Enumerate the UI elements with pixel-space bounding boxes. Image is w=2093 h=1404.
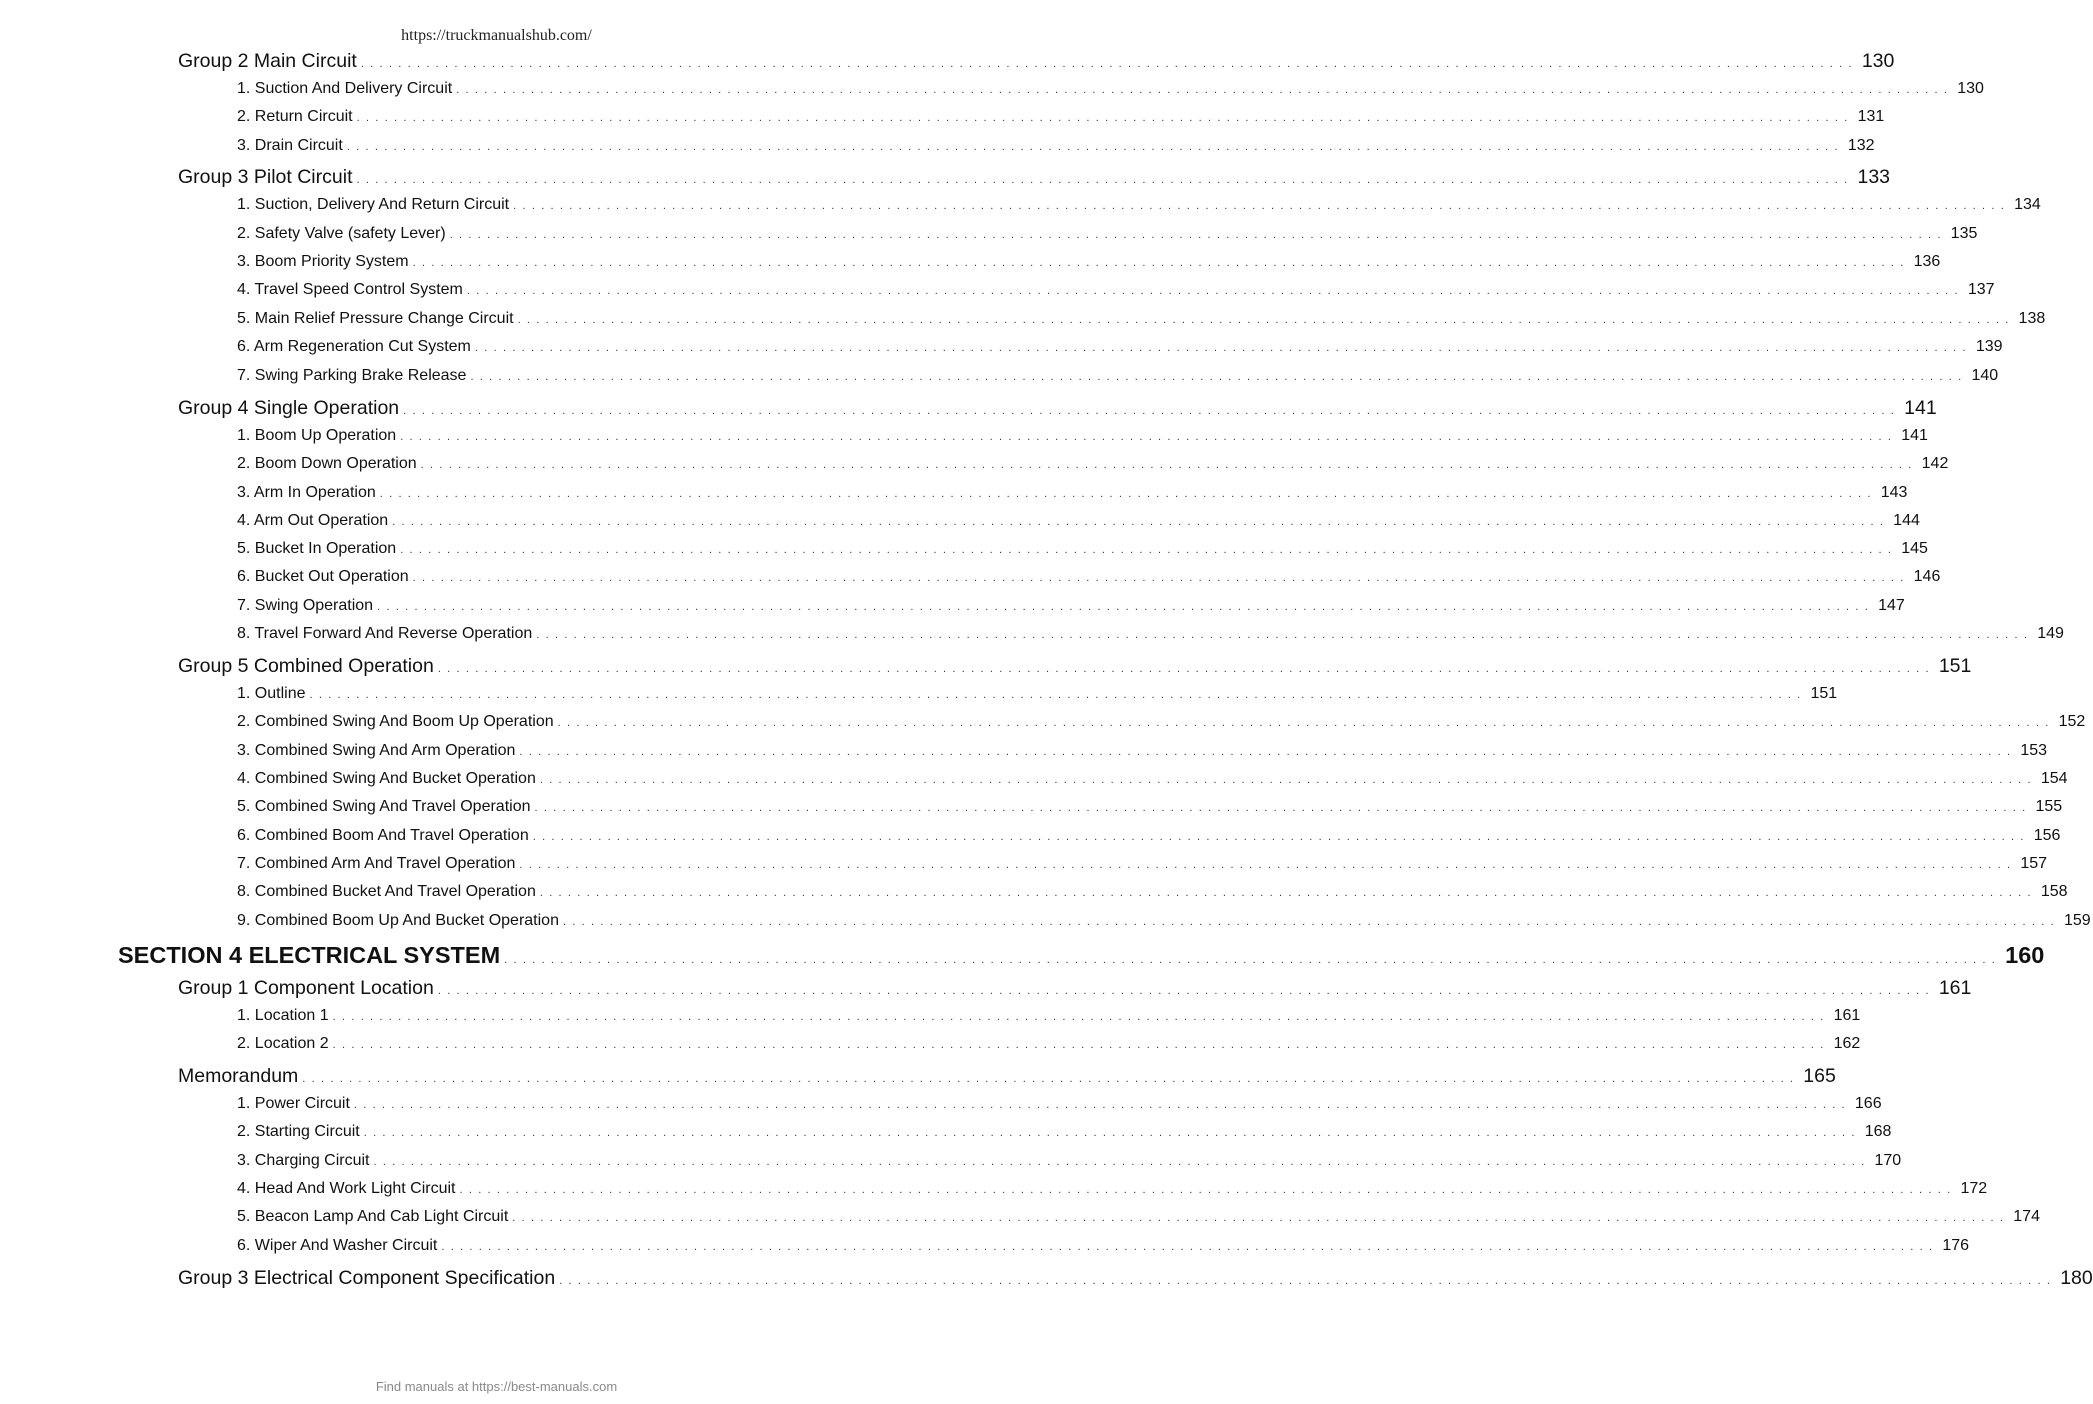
toc-entry-title: 6. Bucket Out Operation bbox=[237, 568, 409, 585]
dot-leader: ................................................................................................................................................................ bbox=[420, 459, 1918, 471]
dot-leader: ................................................................................................................................................................ bbox=[392, 516, 1890, 528]
toc-entry-page-number: 130 bbox=[1861, 50, 1895, 72]
dot-leader: ................................................................................................................................................................ bbox=[437, 663, 1935, 675]
toc-entry-title: 3. Drain Circuit bbox=[237, 137, 343, 154]
toc-entry-title: 6. Combined Boom And Travel Operation bbox=[237, 827, 529, 844]
toc-entry-title: 8. Travel Forward And Reverse Operation bbox=[237, 625, 533, 642]
toc-entry-page-number: 133 bbox=[1857, 166, 1891, 188]
toc-entry-title: 2. Combined Swing And Boom Up Operation bbox=[237, 713, 554, 730]
dot-leader: ................................................................................................................................................................ bbox=[363, 1127, 1861, 1139]
toc-entry-page-number: 165 bbox=[1803, 1065, 1836, 1087]
toc-entry-item[interactable] bbox=[237, 310, 2046, 328]
toc-entry-title: 1. Suction, Delivery And Return Circuit bbox=[237, 196, 510, 213]
toc-entry-item[interactable] bbox=[237, 108, 1885, 126]
toc-entry-item[interactable] bbox=[237, 1095, 1882, 1113]
dot-leader: ................................................................................................................................................................ bbox=[539, 887, 2037, 899]
dot-leader: ................................................................................................................................................................ bbox=[412, 572, 1910, 584]
dot-leader: ................................................................................................................................................................ bbox=[309, 689, 1807, 701]
toc-entry-item[interactable] bbox=[237, 1180, 1988, 1198]
dot-leader: ................................................................................................................................................................ bbox=[459, 1184, 1957, 1196]
dot-leader: ................................................................................................................................................................ bbox=[437, 985, 1935, 997]
toc-entry-page-number: 157 bbox=[2020, 855, 2048, 872]
toc-entry-title: 4. Combined Swing And Bucket Operation bbox=[237, 770, 536, 787]
toc-entry-title: 5. Main Relief Pressure Change Circuit bbox=[237, 310, 514, 327]
toc-entry-title: Group 3 Pilot Circuit bbox=[178, 166, 353, 188]
toc-entry-title: 8. Combined Bucket And Travel Operation bbox=[237, 883, 536, 900]
toc-entry-page-number: 139 bbox=[1975, 338, 2003, 355]
toc-entry-item[interactable] bbox=[237, 484, 1908, 502]
toc-entry-title: 3. Combined Swing And Arm Operation bbox=[237, 742, 516, 759]
toc-entry-page-number: 135 bbox=[1950, 225, 1978, 242]
toc-entry-item[interactable] bbox=[237, 137, 1875, 155]
dot-leader: ................................................................................................................................................................ bbox=[517, 314, 2015, 326]
toc-entry-title: 7. Combined Arm And Travel Operation bbox=[237, 855, 516, 872]
toc-entry-page-number: 162 bbox=[1833, 1035, 1861, 1052]
toc-entry-title: Memorandum bbox=[178, 1065, 299, 1087]
toc-entry-title: 7. Swing Parking Brake Release bbox=[237, 367, 467, 384]
toc-entry-title: SECTION 4 ELECTRICAL SYSTEM bbox=[118, 942, 501, 968]
toc-entry-section[interactable] bbox=[118, 942, 2045, 969]
dot-leader: ................................................................................................................................................................ bbox=[441, 1241, 1939, 1253]
toc-entry-title: 9. Combined Boom Up And Bucket Operation bbox=[237, 912, 559, 929]
toc-entry-item[interactable] bbox=[237, 827, 2061, 845]
dot-leader: ................................................................................................................................................................ bbox=[379, 488, 1877, 500]
toc-entry-page-number: 172 bbox=[1960, 1180, 1988, 1197]
toc-entry-page-number: 170 bbox=[1874, 1152, 1902, 1169]
toc-entry-title: 1. Power Circuit bbox=[237, 1095, 350, 1112]
dot-leader: ................................................................................................................................................................ bbox=[532, 831, 2030, 843]
toc-entry-title: 3. Arm In Operation bbox=[237, 484, 376, 501]
toc-entry-page-number: 168 bbox=[1864, 1123, 1892, 1140]
toc-entry-group[interactable] bbox=[178, 50, 1895, 73]
toc-entry-page-number: 144 bbox=[1893, 512, 1920, 529]
toc-entry-page-number: 134 bbox=[2014, 196, 2041, 213]
toc-entry-title: 2. Boom Down Operation bbox=[237, 455, 417, 472]
toc-entry-item[interactable] bbox=[237, 912, 2091, 930]
toc-entry-page-number: 160 bbox=[2005, 942, 2045, 968]
toc-entry-item[interactable] bbox=[237, 196, 2041, 214]
toc-entry-item[interactable] bbox=[237, 1208, 2040, 1226]
dot-leader: ................................................................................................................................................................ bbox=[504, 954, 2002, 966]
toc-entry-page-number: 151 bbox=[1810, 685, 1838, 702]
toc-entry-title: 2. Safety Valve (safety Lever) bbox=[237, 225, 446, 242]
toc-entry-page-number: 142 bbox=[1921, 455, 1949, 472]
toc-entry-page-number: 131 bbox=[1857, 108, 1885, 125]
toc-entry-page-number: 161 bbox=[1833, 1007, 1861, 1024]
toc-entry-page-number: 146 bbox=[1913, 568, 1941, 585]
toc-entry-page-number: 147 bbox=[1878, 597, 1905, 614]
toc-entry-page-number: 138 bbox=[2018, 310, 2046, 327]
dot-leader: ................................................................................................................................................................ bbox=[470, 371, 1968, 383]
toc-entry-title: 1. Suction And Delivery Circuit bbox=[237, 80, 453, 97]
toc-entry-title: 7. Swing Operation bbox=[237, 597, 374, 614]
dot-leader: ................................................................................................................................................................ bbox=[356, 112, 1854, 124]
toc-entry-page-number: 151 bbox=[1938, 655, 1972, 677]
toc-entry-title: 1. Outline bbox=[237, 685, 306, 702]
toc-entry-page-number: 130 bbox=[1957, 80, 1984, 97]
dot-leader: ................................................................................................................................................................ bbox=[356, 174, 1854, 186]
toc-entry-page-number: 145 bbox=[1901, 540, 1928, 557]
toc-entry-page-number: 141 bbox=[1901, 427, 1928, 444]
dot-leader: ................................................................................................................................................................ bbox=[400, 431, 1898, 443]
toc-entry-item[interactable] bbox=[237, 855, 2048, 873]
toc-entry-item[interactable] bbox=[237, 798, 2063, 816]
toc-entry-item[interactable] bbox=[237, 713, 2086, 731]
toc-entry-page-number: 137 bbox=[1967, 281, 1995, 298]
toc-entry-title: Group 3 Electrical Component Specification bbox=[178, 1267, 556, 1289]
toc-entry-page-number: 176 bbox=[1942, 1237, 1970, 1254]
toc-entry-item[interactable] bbox=[237, 883, 2068, 901]
dot-leader: ................................................................................................................................................................ bbox=[557, 717, 2055, 729]
toc-entry-item[interactable] bbox=[237, 1123, 1892, 1141]
toc-entry-page-number: 155 bbox=[2035, 798, 2063, 815]
toc-entry-title: 4. Travel Speed Control System bbox=[237, 281, 463, 298]
toc-entry-group[interactable] bbox=[178, 655, 1972, 678]
dot-leader: ................................................................................................................................................................ bbox=[536, 629, 2034, 641]
toc-entry-title: 4. Arm Out Operation bbox=[237, 512, 389, 529]
toc-entry-item[interactable] bbox=[237, 338, 2003, 356]
dot-leader: ................................................................................................................................................................ bbox=[360, 58, 1858, 70]
toc-entry-page-number: 140 bbox=[1971, 367, 1999, 384]
toc-entry-title: 1. Location 1 bbox=[237, 1007, 329, 1024]
dot-leader: ................................................................................................................................................................ bbox=[534, 802, 2032, 814]
toc-entry-item[interactable] bbox=[237, 1152, 1902, 1170]
dot-leader: ................................................................................................................................................................ bbox=[302, 1073, 1800, 1085]
header-url: https://truckmanualshub.com/ bbox=[401, 27, 592, 44]
dot-leader: ................................................................................................................................................................ bbox=[377, 601, 1875, 613]
toc-entry-item[interactable] bbox=[237, 1237, 1970, 1255]
dot-leader: ................................................................................................................................................................ bbox=[400, 544, 1898, 556]
toc-entry-page-number: 153 bbox=[2020, 742, 2048, 759]
toc-entry-page-number: 149 bbox=[2037, 625, 2064, 642]
dot-leader: ................................................................................................................................................................ bbox=[346, 141, 1844, 153]
toc-entry-page-number: 141 bbox=[1904, 397, 1937, 419]
toc-entry-page-number: 180 bbox=[2060, 1267, 2093, 1289]
toc-entry-page-number: 159 bbox=[2063, 912, 2091, 929]
toc-entry-title: 6. Arm Regeneration Cut System bbox=[237, 338, 471, 355]
dot-leader: ................................................................................................................................................................ bbox=[466, 285, 1964, 297]
toc-entry-item[interactable] bbox=[237, 625, 2064, 643]
toc-entry-item[interactable] bbox=[237, 225, 1978, 243]
toc-entry-page-number: 174 bbox=[2013, 1208, 2040, 1225]
toc-entry-item[interactable] bbox=[237, 455, 1949, 473]
toc-entry-title: Group 1 Component Location bbox=[178, 977, 434, 999]
toc-entry-item[interactable] bbox=[237, 685, 1838, 703]
dot-leader: ................................................................................................................................................................ bbox=[373, 1156, 1871, 1168]
dot-leader: ................................................................................................................................................................ bbox=[353, 1099, 1851, 1111]
toc-entry-page-number: 143 bbox=[1880, 484, 1908, 501]
toc-entry-item[interactable] bbox=[237, 281, 1995, 299]
dot-leader: ................................................................................................................................................................ bbox=[562, 916, 2060, 928]
toc-entry-page-number: 166 bbox=[1854, 1095, 1882, 1112]
toc-entry-title: Group 2 Main Circuit bbox=[178, 50, 357, 72]
toc-entry-item[interactable] bbox=[237, 540, 1928, 558]
toc-entry-page-number: 154 bbox=[2040, 770, 2068, 787]
dot-leader: ................................................................................................................................................................ bbox=[513, 200, 2011, 212]
toc-entry-page-number: 152 bbox=[2058, 713, 2086, 730]
toc-entry-title: 5. Beacon Lamp And Cab Light Circuit bbox=[237, 1208, 509, 1225]
dot-leader: ................................................................................................................................................................ bbox=[456, 84, 1954, 96]
footer-text: Find manuals at https://best-manuals.com bbox=[375, 1379, 618, 1394]
toc-entry-title: 5. Combined Swing And Travel Operation bbox=[237, 798, 531, 815]
toc-entry-title: Group 4 Single Operation bbox=[178, 397, 400, 419]
toc-entry-item[interactable] bbox=[237, 770, 2068, 788]
toc-entry-page-number: 161 bbox=[1938, 977, 1972, 999]
toc-entry-page-number: 158 bbox=[2040, 883, 2068, 900]
toc-entry-item[interactable] bbox=[237, 742, 2048, 760]
toc-entry-title: 2. Location 2 bbox=[237, 1035, 329, 1052]
toc-entry-item[interactable] bbox=[237, 597, 1905, 615]
toc-entry-title: 2. Return Circuit bbox=[237, 108, 353, 125]
toc-entry-item[interactable] bbox=[237, 1007, 1861, 1025]
dot-leader: ................................................................................................................................................................ bbox=[412, 257, 1910, 269]
dot-leader: ................................................................................................................................................................ bbox=[539, 774, 2037, 786]
toc-entry-item[interactable] bbox=[237, 367, 1999, 385]
dot-leader: ................................................................................................................................................................ bbox=[332, 1039, 1830, 1051]
toc-entry-item[interactable] bbox=[237, 1035, 1861, 1053]
dot-leader: ................................................................................................................................................................ bbox=[474, 342, 1972, 354]
toc-entry-title: 6. Wiper And Washer Circuit bbox=[237, 1237, 438, 1254]
toc-entry-item[interactable] bbox=[237, 427, 1928, 445]
toc-entry-title: 3. Charging Circuit bbox=[237, 1152, 370, 1169]
toc-entry-title: 3. Boom Priority System bbox=[237, 253, 409, 270]
toc-entry-title: 2. Starting Circuit bbox=[237, 1123, 360, 1140]
dot-leader: ................................................................................................................................................................ bbox=[519, 746, 2017, 758]
toc-entry-title: Group 5 Combined Operation bbox=[178, 655, 434, 677]
toc-entry-page-number: 132 bbox=[1847, 137, 1875, 154]
toc-entry-group[interactable] bbox=[178, 1267, 2093, 1290]
toc-entry-title: 4. Head And Work Light Circuit bbox=[237, 1180, 456, 1197]
dot-leader: ................................................................................................................................................................ bbox=[332, 1011, 1830, 1023]
toc-entry-title: 1. Boom Up Operation bbox=[237, 427, 397, 444]
toc-entry-group[interactable] bbox=[178, 1065, 1836, 1088]
toc-entry-item[interactable] bbox=[237, 80, 1984, 98]
toc-entry-page-number: 156 bbox=[2033, 827, 2061, 844]
dot-leader: ................................................................................................................................................................ bbox=[512, 1212, 2010, 1224]
toc-entry-item[interactable] bbox=[237, 253, 1941, 271]
toc-entry-group[interactable] bbox=[178, 397, 1937, 420]
dot-leader: ................................................................................................................................................................ bbox=[449, 229, 1947, 241]
dot-leader: ................................................................................................................................................................ bbox=[519, 859, 2017, 871]
toc-entry-page-number: 136 bbox=[1913, 253, 1941, 270]
toc-entry-item[interactable] bbox=[237, 568, 1941, 586]
toc-entry-group[interactable] bbox=[178, 166, 1891, 189]
toc-entry-group[interactable] bbox=[178, 977, 1972, 1000]
dot-leader: ................................................................................................................................................................ bbox=[403, 405, 1901, 417]
toc-entry-title: 5. Bucket In Operation bbox=[237, 540, 397, 557]
toc-entry-item[interactable] bbox=[237, 512, 1920, 530]
dot-leader: ................................................................................................................................................................ bbox=[559, 1275, 2057, 1287]
